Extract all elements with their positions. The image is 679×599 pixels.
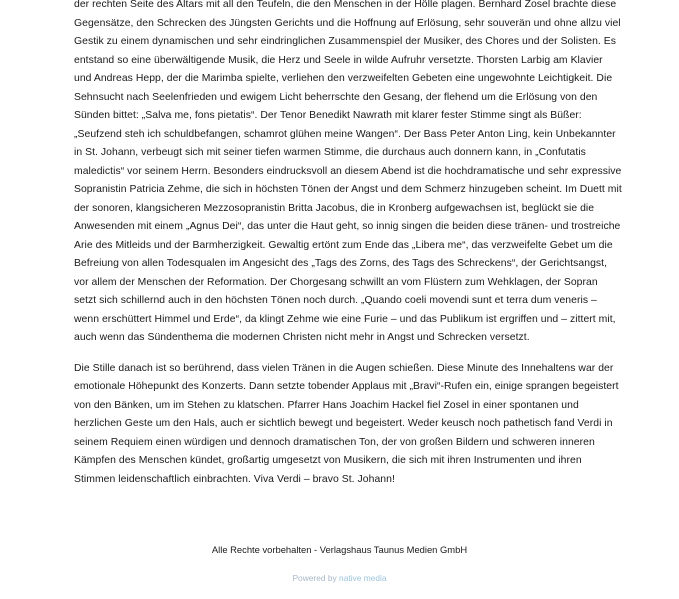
article-body xyxy=(74,0,622,489)
powered-by-brand-link[interactable]: native media xyxy=(339,573,387,583)
article-paragraph-1: der rechten Seite des Altars mit all den Teufeln, die den Menschen in der Hölle plagen. Bernhard Zosel brachte diese Gegensätze, den Schrecken des Jüngsten Gerichts und die Hoffnung auf Erlösung, sehr souverän und ohne allzu viel Gestik zu einem dynamischen und sehr eindringlichen Zusammenspiel der Musiker, des Chores und der Solisten. Es entstand so eine überwältigende Musik, die Herz und Seele in wilde Aufruhr versetzte. Thorsten Larbig am Klavier und Andreas Hepp, der die Marimba spielte, verliehen den verzweifelten Gebeten eine ungewohnte Leichtigkeit. Die Sehnsucht nach Seelenfrieden und ewigem Licht beherrschte den Gesang, der flehend um die Erlösung von den Sünden bittet: „Salva me, fons pietatis“. Der Tenor Benedikt Nawrath mit klarer fester Stimme singt als Büßer: „Seufzend steh ich schuldbefangen, schamrot glühen meine Wangen“. Der Bass Peter Anton Ling, kein Unbekannter in St. Johann, verbeugt sich mit seiner tiefen warmen Stimme, die durchaus auch donnern kann, in „Confutatis maledictis“ vor seinem Herrn. Besonders eindrucksvoll an diesem Abend ist die hochdramatische und sehr expressive Sopranistin Patricia Zehme, die sich in höchsten Tönen der Angst und dem Schmerz hinzugeben scheint. Im Duett mit der sonoren, klangsicheren Mezzosopranistin Britta Jacobus, die in Kronberg aufgewachsen ist, beglückt sie die Anwesenden mit einem „Agnus Dei“, das unter die Haut geht, so innig singen die beiden diese tränen- und trostreiche Arie des Mitleids und der Barmherzigkeit. Gewaltig ertönt zum Ende das „Libera me“, das verzweifelte Gebet um die Befreiung von allen Todesqualen im Angesicht des „Tags des Zorns, des Tags des Schreckens“, der Gerichtsangst, vor allem der Menschen der Reformation. Der Chorgesang schwillt an vom Flüstern zum Wehklagen, der Sopran setzt sich schillernd auch in den höchsten Tönen noch durch. „Quando coeli movendi sunt et terra dum veneris – wenn erschüttert Himmel und Erde“, da klingt Zehme wie eine Furie – und das Publikum ist ergriffen und – zittert mit, auch wenn das Sündenthema die modernen Christen nicht mehr in Angst und Schrecken versetzt. xyxy=(74,0,622,343)
copyright-notice: Alle Rechte vorbehalten - Verlagshaus Taunus Medien GmbH xyxy=(211,544,468,555)
powered-by-prefix: Powered by xyxy=(292,573,340,583)
powered-by-line xyxy=(0,573,679,583)
article-paragraph-2: Die Stille danach ist so berührend, dass vielen Tränen in die Augen schießen. Diese Minute des Innehaltens war der emotionale Höhepunkt des Konzerts. Dann setzte tobender Applaus mit „Bravi“-Rufen ein, einige sprangen begeistert von den Bänken, um im Stehen zu klatschen. Pfarrer Hans Joachim Hackel fiel Zosel in einer spontanen und herzlichen Geste um den Hals, auch er sichtlich bewegt und begeistert. Weder keusch noch pathetisch fand Verdi in seinem Requiem einen würdigen und dennoch dramatischen Ton, der von großen Bildern und schweren inneren Kämpfen des Menschen kündet, großartig umgesetzt von Musikern, die sich mit ihren Instrumenten und ihren Stimmen leidenschaftlich einbrachten. Viva Verdi – bravo St. Johann! xyxy=(74,362,619,485)
